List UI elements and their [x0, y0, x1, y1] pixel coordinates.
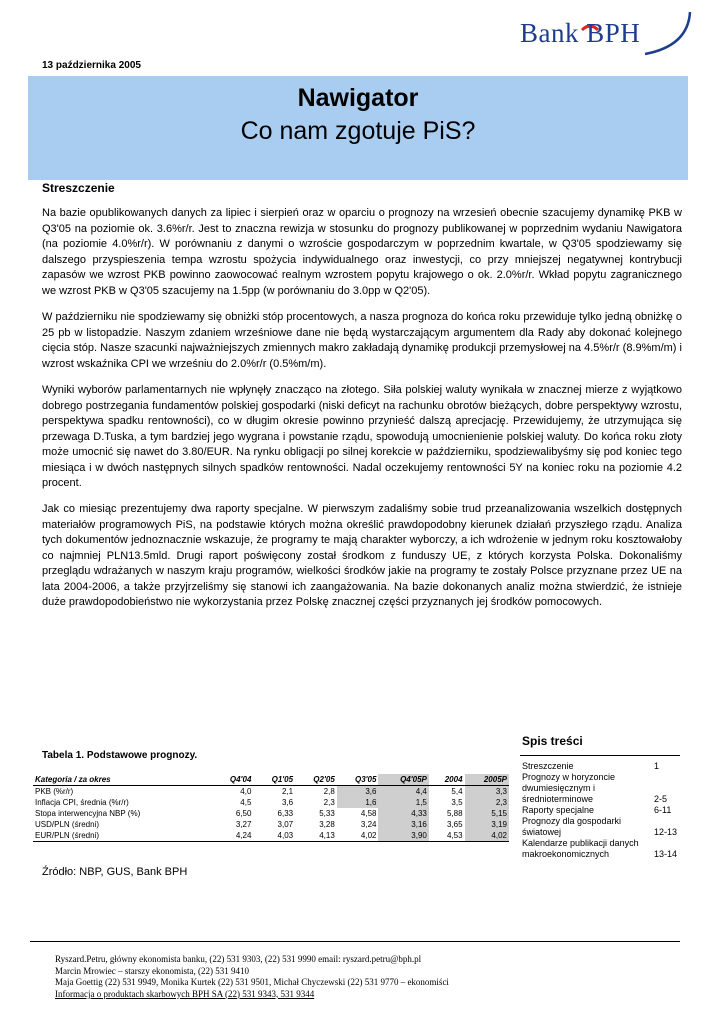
toc-item-page: 13-14: [654, 849, 678, 859]
toc-item-label: Kalendarze publikacji danych makroekonomicznych: [522, 838, 639, 859]
table-cell: 2,8: [323, 787, 335, 796]
forecast-table: [33, 774, 509, 842]
table-cell: 1,6: [337, 797, 379, 808]
footer-contact-line: Marcin Mrowiec – starszy ekonomista, (22) 531 9410: [55, 965, 249, 976]
table-cell: 4,02: [337, 830, 379, 842]
table-cell: 1,5: [378, 797, 428, 808]
table-cell: 3,5: [451, 798, 463, 807]
table-cell: 5,33: [319, 809, 335, 818]
toc-item-label: Prognozy w horyzoncie dwumiesięcznym i średnioterminowe: [522, 772, 616, 804]
table-header-cell: Q3'05: [337, 774, 379, 786]
publication-date: 13 października 2005: [42, 60, 141, 71]
table-cell: 4,24: [212, 830, 254, 842]
table-row-label: PKB (%r/r): [35, 787, 74, 796]
table-cell: 6,50: [235, 809, 252, 818]
table-row: [33, 830, 509, 842]
toc-item-page: 2-5: [654, 794, 668, 804]
summary-heading: Streszczenie: [42, 181, 115, 195]
table-cell: 3,90: [378, 830, 428, 842]
table-cell: 2,3: [465, 797, 509, 808]
table-row: [33, 797, 509, 808]
table-row-label: EUR/PLN (średni): [33, 830, 212, 842]
table-cell: 6,33: [277, 809, 294, 818]
toc-divider: [520, 755, 680, 756]
table-of-contents: [522, 761, 682, 860]
footer-divider: [30, 941, 680, 942]
table-cell: 5,15: [465, 808, 509, 819]
toc-item[interactable]: [522, 772, 682, 805]
toc-item-label: Streszczenie: [522, 761, 574, 771]
table-row-label: Inflacja CPI, średnia (%r/r): [35, 798, 129, 807]
newsletter-subtitle: Co nam zgotuje PiS?: [240, 117, 476, 145]
table-header-cell: Q4'05P: [378, 774, 428, 786]
toc-item-page: 6-11: [654, 805, 672, 815]
table-cell: 4,13: [295, 830, 337, 842]
table-cell: 4,33: [378, 808, 428, 819]
table-cell: 5,4: [451, 787, 463, 796]
table-cell: 3,19: [465, 819, 509, 830]
footer-info-link[interactable]: Informacja o produktach skarbowych BPH SA (22) 531 9343, 531 9344: [55, 988, 315, 999]
table-cell: 2,3: [323, 798, 335, 807]
footer-contact-line: Maja Goettig (22) 531 9949, Monika Kurtek (22) 531 9501, Michał Chyczewski (22) 531 9770 – ekonomiści: [55, 977, 449, 987]
table-cell: 4,4: [378, 786, 428, 798]
table-row-label: USD/PLN (średni): [35, 820, 100, 829]
table-cell: 4,0: [240, 787, 252, 796]
table-cell: 5,88: [446, 809, 463, 818]
table-cell: 4,58: [360, 809, 377, 818]
summary-paragraph: Na bazie opublikowanych danych za lipiec i sierpień oraz w oparciu o prognozy na wrzesień obecnie szacujemy dynamikę PKB w Q3'05 na poziomie ok. 3.6%r/r. Jest to znaczna rewizja w stosunku do prognozy publikowanej w poprzednim wydaniu Nawigatora (na poziomie 4.0%r/r). W porównaniu z danymi o wzroście gospodarczym w poprzednim kwartale, w Q3'05 spodziewamy się dalszego przyspieszenia tempa wzrostu spożycia indywidualnego oraz inwestycji, co przy mniejszej negatywnej kontrybucji zapasów we wzrost PKB powinno zaowocować realnym wzrostem popytu krajowego o ok. 2.0%r/r. Wkład popytu zagranicznego we wzrost PKB w Q3'05 szacujemy na 1.5pp (w porównaniu do 3.0pp w Q2'05).: [42, 207, 682, 297]
toc-item[interactable]: [522, 805, 682, 816]
table-cell: 3,16: [378, 819, 428, 830]
table-cell: 3,07: [277, 820, 294, 829]
toc-item[interactable]: [522, 761, 682, 772]
summary-paragraph: Jak co miesiąc prezentujemy dwa raporty specjalne. W pierwszym zadaliśmy sobie trud przeanalizowania wszelkich dostępnych materiałów programowych PiS, na podstawie których można określić prawdopodobny kierunek działań przyszłego rządu. Analiza tych dokumentów jednoznacznie wskazuje, że programy te mają charakter wyborczy, a ich wdrożenie w jednym roku kosztowałoby co najmniej PLN13.5mld. Drugi raport poświęcony został środkom z funduszy UE, z których korzysta Polska. Dokonaliśmy przeglądu wdrażanych w naszym kraju programów, wielkości środków jakie na programy te zostały Polsce przyznane przez UE na lata 2004-2006, a także przyjrzeliśmy się stanowi ich zaangażowania. Na bazie dokonanych analiz można stwierdzić, że istnieje duże prawdopodobieństwo nie wykorzystania przez Polskę znacznej części przyznanych jej środków pomocowych.: [42, 503, 682, 608]
table-cell: 3,6: [337, 786, 379, 798]
table-row: [33, 808, 509, 819]
table-cell: 3,3: [465, 786, 509, 798]
table-cell: 3,27: [235, 820, 252, 829]
table-cell: 3,28: [319, 820, 335, 829]
table-header-category: Kategoria / za okres: [33, 774, 212, 786]
toc-item[interactable]: [522, 838, 682, 860]
table-header-cell: 2004: [429, 774, 465, 786]
table-cell: 3,65: [446, 820, 463, 829]
footer-contacts: [55, 954, 449, 1000]
table-header-row: [33, 774, 509, 786]
table-cell: 4,5: [240, 798, 252, 807]
table-cell: 3,24: [360, 820, 377, 829]
toc-item-page: 12-13: [654, 827, 678, 837]
table-header-cell: Q1'05: [253, 774, 295, 786]
table-header-cell: Q4'04: [212, 774, 254, 786]
bank-bph-logo: [520, 8, 700, 58]
toc-item[interactable]: [522, 816, 682, 838]
toc-item-label: Prognozy dla gospodarki światowej: [522, 816, 622, 837]
toc-item-label: Raporty specjalne: [522, 805, 595, 815]
toc-item-page: 1: [654, 761, 660, 771]
table-row-label: Stopa interwencyjna NBP (%): [35, 809, 141, 818]
summary-paragraph: Wyniki wyborów parlamentarnych nie wpłynęły znacząco na złotego. Siła polskiej waluty wynikała w znacznej mierze z wyjątkowo dobrego postrzegania fundamentów polskiej gospodarki (niski deficyt na rachunku obrotów bieżących, dobre perspektywy wzrostu, perspektywa spadku rentowności), co w długim okresie powinno przynieść dalszą aprecjację. Przewidujemy, że utrzymująca się przewaga D.Tuska, a tym bardziej jego wygrana i powstanie rządu, spowodują umocnienienie polskiej waluty. Do końca roku złoty może umocnić się nawet do 3.80/EUR. Na rynku obligacji po silnej korekcie w październiku, spodziewalibyśmy się pod koniec tego miesiąca i w dwóch następnych silnych spadków rentowności. Nadal oczekujemy rentowności 5Y na koniec roku na poziomie 4.2 procent.: [42, 384, 682, 489]
table-cell: 4,03: [253, 830, 295, 842]
table-header-cell: 2005P: [465, 774, 509, 786]
logo-text: Bank BPH: [520, 18, 641, 48]
summary-paragraph: W październiku nie spodziewamy się obniżki stóp procentowych, a nasza prognoza do końca roku przewiduje tylko jedną obniżkę o 25 pb w listopadzie. Naszym zdaniem wrześniowe dane nie będą wystarczającym argumentem dla Rady aby dokonać kolejnego cięcia stóp. Nasze szacunki najważniejszych zmiennych makro zakładają dynamikę produkcji przemysłowej na 4.5%r/r (8.9%m/m) i wzrost wskaźnika CPI we wrześniu do 2.0%r/r (0.5%m/m).: [42, 311, 682, 370]
footer-contact-line: Ryszard.Petru, główny ekonomista banku, (22) 531 9303, (22) 531 9990 email: ryszard.petru@bph.pl: [55, 954, 422, 964]
table-cell: 4,53: [429, 830, 465, 842]
table-header-cell: Q2'05: [295, 774, 337, 786]
table-cell: 3,6: [281, 798, 294, 807]
newsletter-title: Nawigator: [297, 84, 419, 112]
table-row: [33, 819, 509, 830]
toc-heading: Spis treści: [522, 734, 583, 748]
table-cell: 4,02: [465, 830, 509, 842]
table-title: Tabela 1. Podstawowe prognozy.: [42, 750, 198, 761]
table-cell: 2,1: [281, 787, 294, 796]
table-source: Źródło: NBP, GUS, Bank BPH: [42, 866, 188, 878]
table-row: [33, 786, 509, 798]
